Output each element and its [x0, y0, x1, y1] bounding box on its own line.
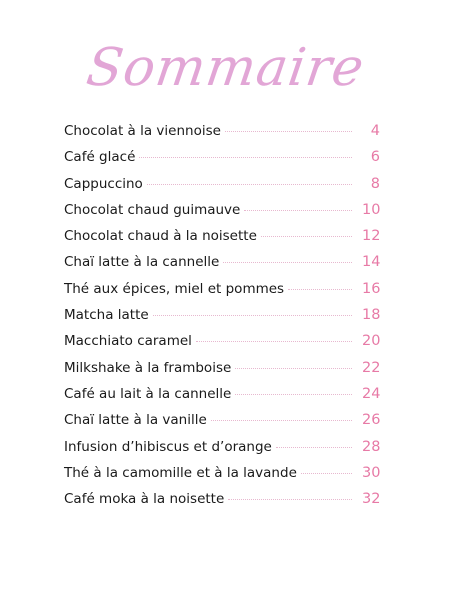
entry-label: Café au lait à la cannelle: [64, 385, 232, 402]
dotted-leader: [196, 341, 352, 342]
toc-entry[interactable]: [64, 254, 380, 280]
entry-label: Macchiato caramel: [64, 333, 192, 350]
entry-page-number: 26: [362, 412, 381, 429]
toc-entry[interactable]: [64, 307, 380, 333]
entry-label: Cappuccino: [64, 175, 143, 192]
dotted-leader: [244, 210, 352, 211]
entry-label: Chaï latte à la vanille: [64, 412, 207, 429]
toc-entry[interactable]: [64, 202, 380, 228]
entry-label: Thé aux épices, miel et pommes: [64, 280, 285, 297]
dotted-leader: [139, 157, 352, 158]
dotted-leader: [301, 473, 352, 474]
dotted-leader: [223, 262, 352, 263]
toc-entry[interactable]: [64, 228, 380, 254]
entry-label: Chaï latte à la cannelle: [64, 254, 220, 271]
dotted-leader: [276, 447, 352, 448]
entry-label: Chocolat chaud à la noisette: [64, 228, 257, 245]
entry-page-number: 8: [370, 175, 380, 192]
dotted-leader: [211, 420, 352, 421]
entry-label: Infusion d’hibiscus et d’orange: [64, 438, 272, 455]
toc-entry[interactable]: [64, 465, 380, 491]
toc-entry[interactable]: [64, 281, 380, 307]
dotted-leader: [225, 131, 352, 132]
dotted-leader: [228, 499, 352, 500]
toc-entry[interactable]: [64, 491, 380, 517]
toc-entry[interactable]: [64, 412, 380, 438]
toc-entry[interactable]: [64, 176, 380, 202]
toc-entry[interactable]: [64, 386, 380, 412]
dotted-leader: [288, 289, 352, 290]
dotted-leader: [153, 315, 352, 316]
entry-page-number: 30: [362, 464, 381, 481]
dotted-leader: [235, 394, 352, 395]
entry-label: Chocolat chaud guimauve: [64, 201, 241, 218]
dotted-leader: [261, 236, 352, 237]
entry-page-number: 16: [362, 280, 381, 297]
toc-entry[interactable]: [64, 360, 380, 386]
entry-page-number: 32: [362, 491, 381, 508]
dotted-leader: [147, 184, 352, 185]
entry-page-number: 22: [362, 359, 381, 376]
entry-label: Chocolat à la viennoise: [64, 123, 221, 139]
toc-entry[interactable]: [64, 149, 380, 175]
toc-entry[interactable]: [64, 123, 380, 149]
entry-page-number: 28: [362, 438, 381, 455]
entry-label: Café glacé: [64, 149, 136, 166]
entry-page-number: 6: [370, 149, 380, 166]
dotted-leader: [235, 368, 352, 369]
table-of-contents: [64, 123, 380, 517]
toc-entry[interactable]: [64, 333, 380, 359]
toc-entry[interactable]: [64, 439, 380, 465]
entry-page-number: 10: [362, 201, 381, 218]
entry-page-number: 4: [370, 123, 380, 139]
entry-page-number: 24: [362, 385, 381, 402]
entry-label: Thé à la camomille et à la lavande: [64, 464, 297, 481]
entry-page-number: 20: [362, 333, 381, 350]
entry-label: Café moka à la noisette: [64, 491, 225, 508]
entry-label: Matcha latte: [64, 307, 149, 324]
entry-page-number: 14: [362, 254, 381, 271]
entry-page-number: 18: [362, 307, 381, 324]
page-title: Sommaire: [82, 38, 369, 98]
entry-page-number: 12: [362, 228, 381, 245]
entry-label: Milkshake à la framboise: [64, 359, 232, 376]
